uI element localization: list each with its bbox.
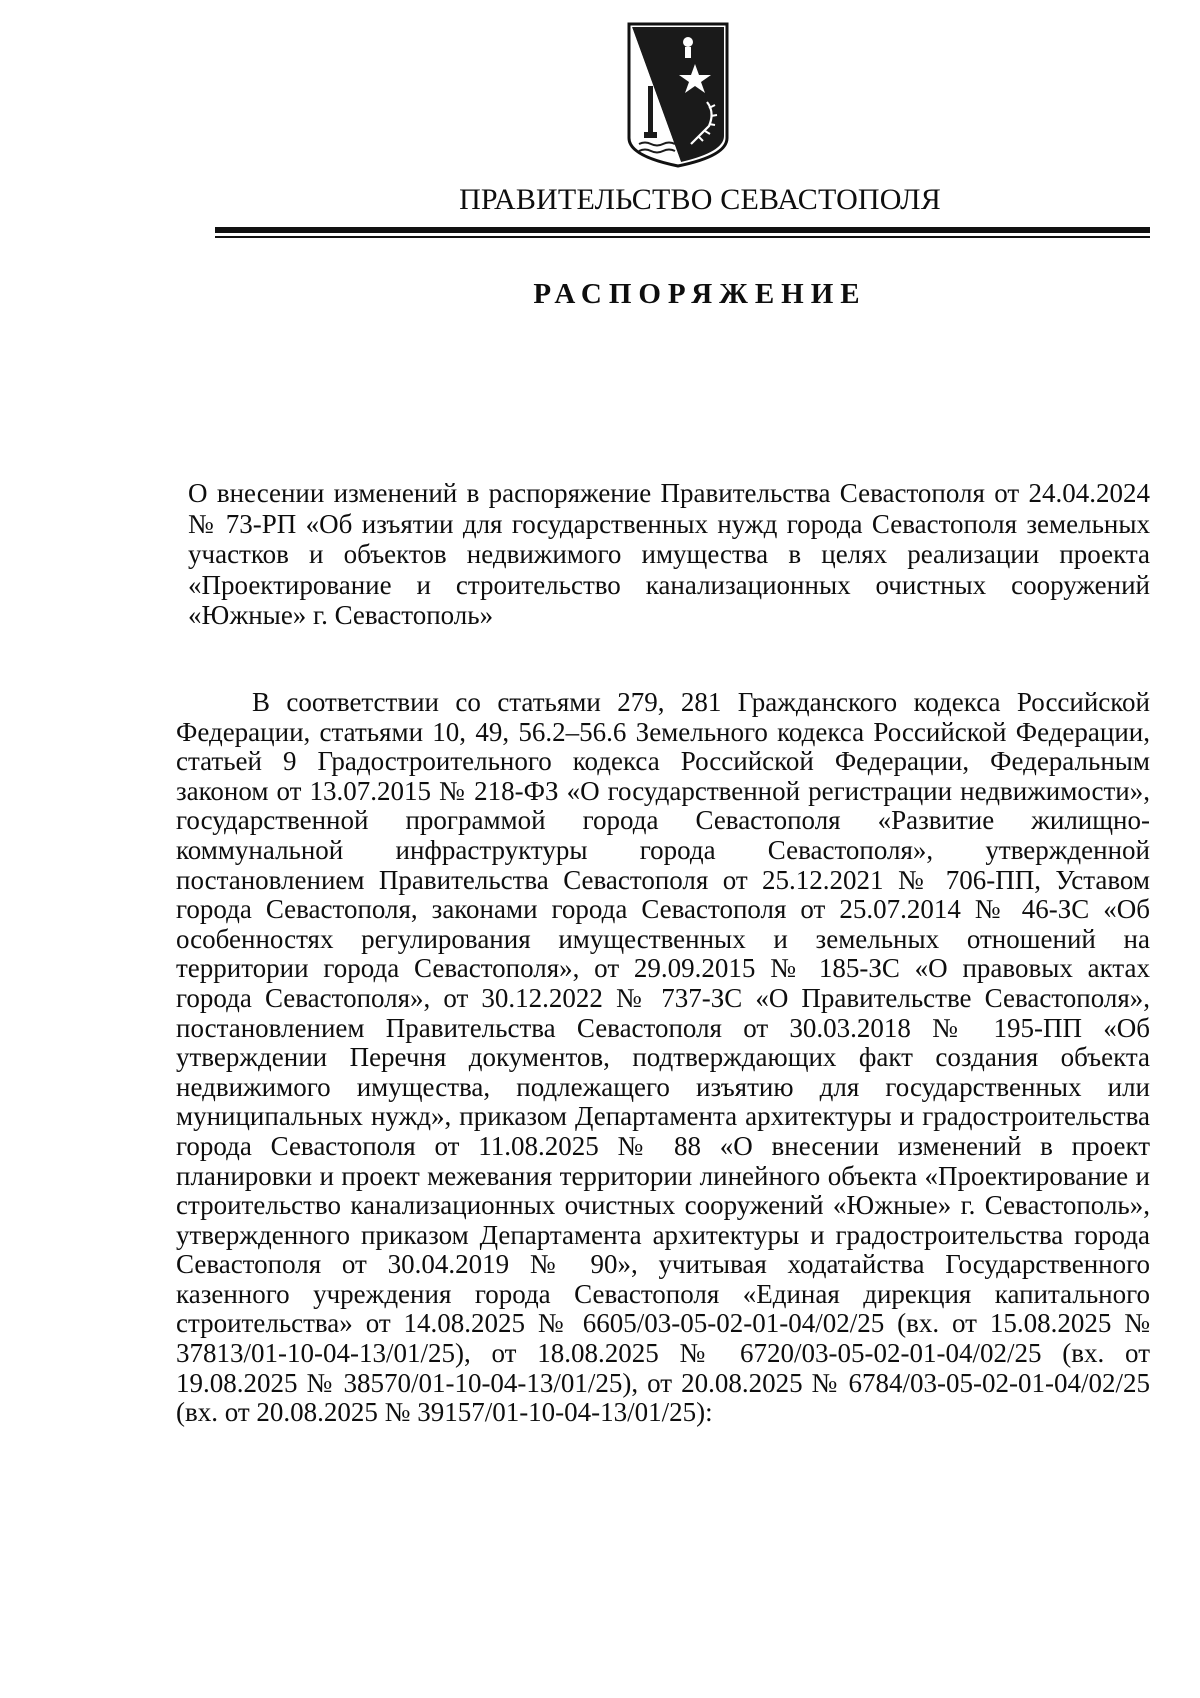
header-rule-thick <box>215 227 1150 233</box>
document-subject: О внесении изменений в распоряжение Правительства Севастополя от 24.04.2024 № 73-РП «Об изъятии для государственных нужд города Севастополя земельных участков и объектов недвижимого имущества в целях реализации проекта «Проектирование и строительство канализационных очистных сооружений «Южные» г. Севастополь» <box>188 478 1150 630</box>
preamble-paragraph: В соответствии со статьями 279, 281 Гражданского кодекса Российской Федерации, статьями 10, 49, 56.2–56.6 Земельного кодекса Российской Федерации, статьей 9 Градостроительного кодекса Российской Федерации, Федеральным законом от 13.07.2015 № 218-ФЗ «О государственной регистрации недвижимости», государственной программой города Севастополя «Развитие жилищно-коммунальной инфраструктуры города Севастополя», утвержденной постановлением Правительства Севастополя от 25.12.2021 № 706-ПП, Уставом города Севастополя, законами города Севастополя от 25.07.2014 № 46-ЗС «Об особенностях регулирования имущественных и земельных отношений на территории города Севастополя», от 29.09.2015 № 185-ЗС «О правовых актах города Севастополя», от 30.12.2022 № 737-ЗС «О Правительстве Севастополя», постановлением Правительства Севастополя от 30.03.2018 № 195-ПП «Об утверждении Перечня документов, подтверждающих факт создания объекта недвижимого имущества, подлежащего изъятию для государственных или муниципальных нужд», приказом Департамента архитектуры и градостроительства города Севастополя от 11.08.2025 № 88 «О внесении изменений в проект планировки и проект межевания территории линейного объекта «Проектирование и строительство канализационных очистных сооружений «Южные» г. Севастополь», утвержденного приказом Департамента архитектуры и градостроительства города Севастополя от 30.04.2019 № 90», учитывая ходатайства Государственного казенного учреждения города Севастополя «Единая дирекция капитального строительства» от 14.08.2025 № 6605/03-05-02-01-04/02/25 (вх. от 15.08.2025 № 37813/01-10-04-13/01/25), от 18.08.2025 № 6720/03-05-02-01-04/02/25 (вх. от 19.08.2025 № 38570/01-10-04-13/01/25), от 20.08.2025 № 6784/03-05-02-01-04/02/25 (вх. от 20.08.2025 № 39157/01-10-04-13/01/25): <box>176 687 1150 1428</box>
sevastopol-coat-of-arms-icon <box>623 20 733 168</box>
organization-name: ПРАВИТЕЛЬСТВО СЕВАСТОПОЛЯ <box>459 183 941 216</box>
document-type-title: РАСПОРЯЖЕНИЕ <box>533 278 867 310</box>
header-rule-thin <box>215 236 1150 238</box>
